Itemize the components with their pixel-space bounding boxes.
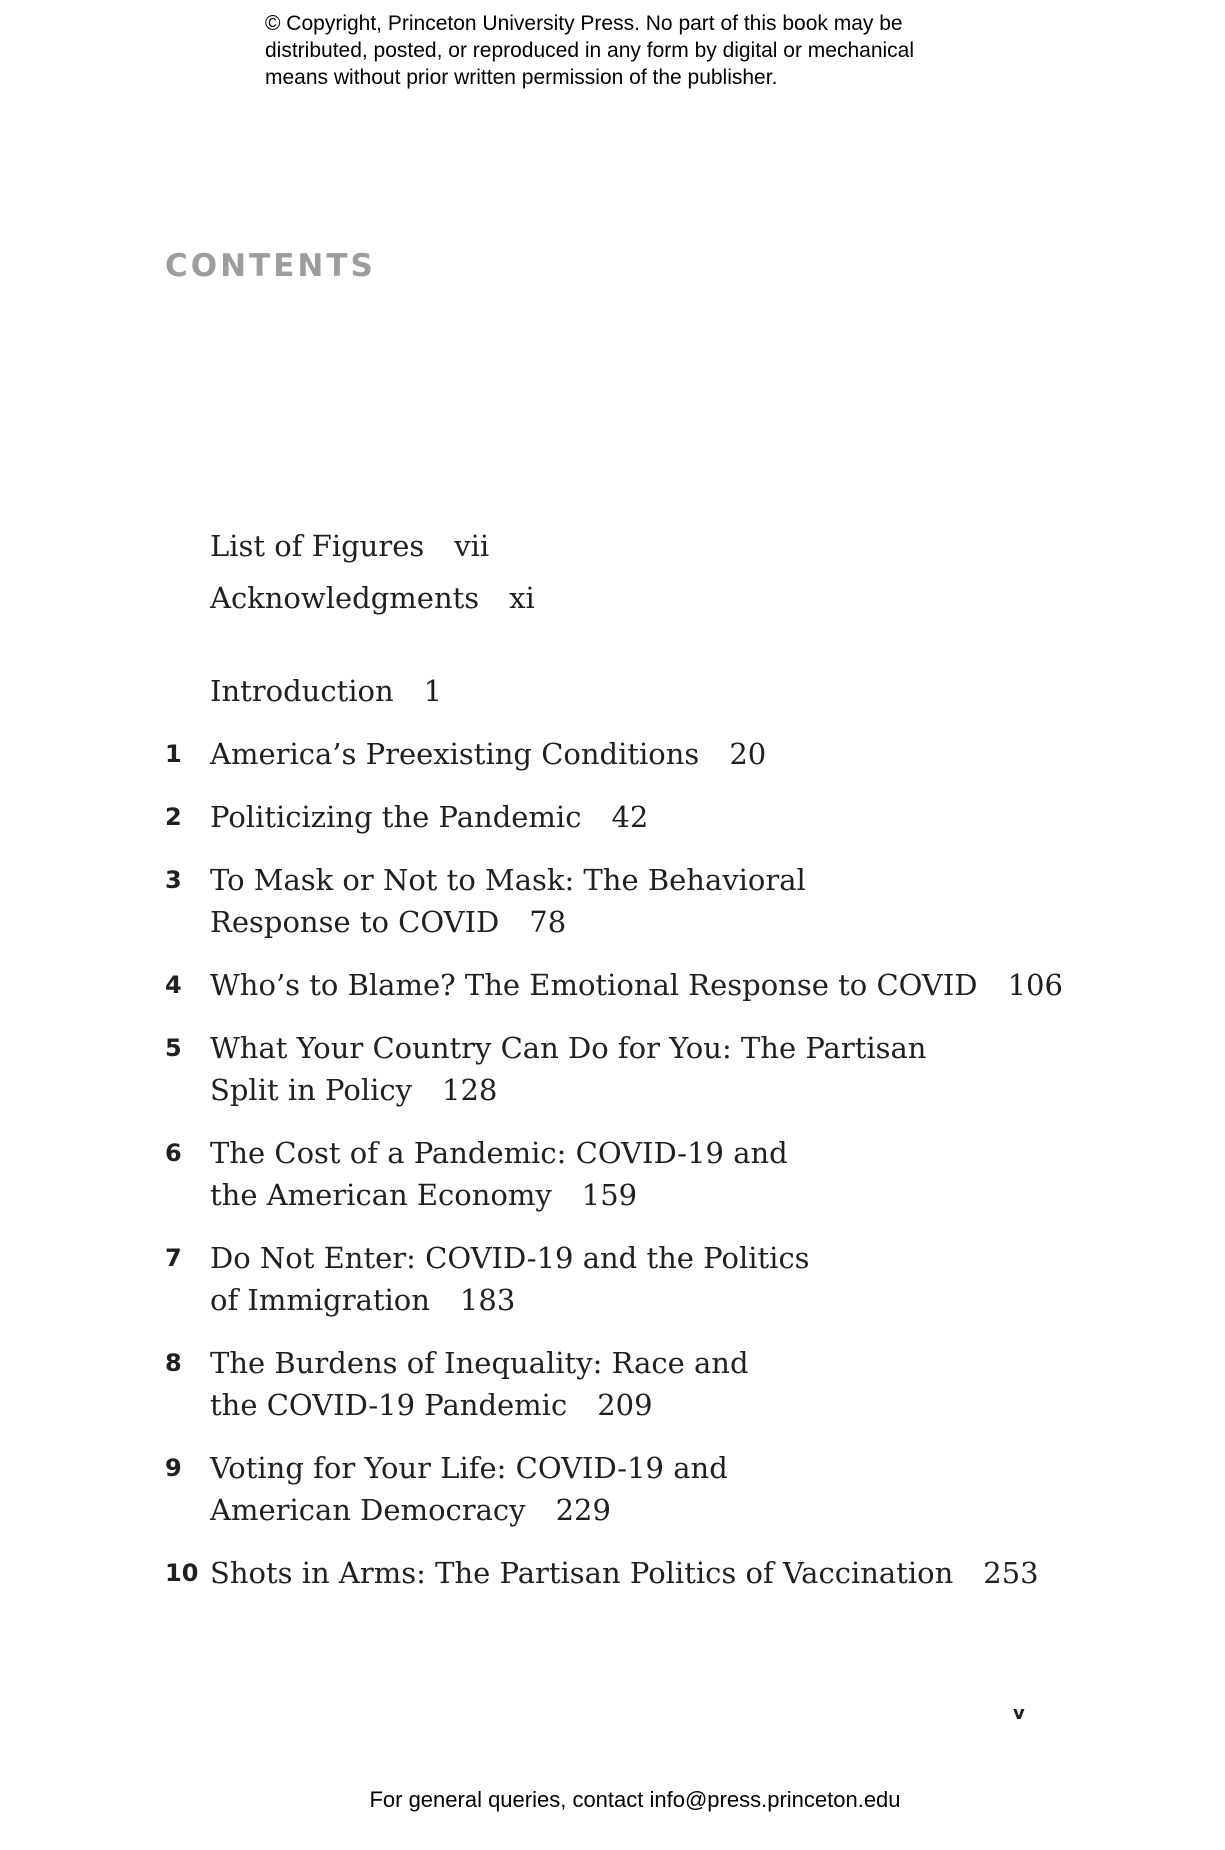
chapter-title-line: the COVID-19 Pandemic — [210, 1388, 568, 1422]
copyright-line: © Copyright, Princeton University Press. No part of this book may be — [265, 12, 903, 35]
chapter-number: 8 — [165, 1349, 182, 1377]
chapter-page: 106 — [1007, 968, 1063, 1002]
toc-entry-title: List of Figures — [210, 529, 425, 563]
chapter-page: 20 — [729, 737, 767, 771]
chapter-number: 10 — [165, 1559, 199, 1587]
toc-entry-page: vii — [454, 529, 490, 563]
chapter-page: 42 — [611, 800, 649, 834]
chapter-title-line: The Cost of a Pandemic: COVID-19 and — [210, 1136, 788, 1170]
chapter-title-line: Response to COVID — [210, 905, 500, 939]
chapter-number: 7 — [165, 1244, 182, 1272]
chapter-number: 4 — [165, 971, 182, 999]
copyright-line: distributed, posted, or reproduced in any form by digital or mechanical — [265, 39, 915, 62]
copyright-line: means without prior written permission of the publisher. — [265, 66, 778, 89]
chapter-title-line: Do Not Enter: COVID-19 and the Politics — [210, 1241, 810, 1275]
chapter-title-line: Shots in Arms: The Partisan Politics of Vaccination — [210, 1556, 954, 1590]
chapter-title-line: Politicizing the Pandemic — [210, 800, 582, 834]
toc-entry-page: xi — [509, 581, 535, 615]
chapter-title-line: of Immigration — [210, 1283, 430, 1317]
toc-entry-title: Introduction — [210, 674, 394, 708]
chapter-number: 5 — [165, 1034, 182, 1062]
chapter-title-line: Voting for Your Life: COVID-19 and — [210, 1451, 728, 1485]
chapter-title-line: America’s Preexisting Conditions — [210, 737, 700, 771]
chapter-title-line: What Your Country Can Do for You: The Partisan — [210, 1031, 927, 1065]
toc-entry-page: 1 — [423, 674, 443, 708]
chapter-title-line: the American Economy — [210, 1178, 552, 1212]
chapter-number: 1 — [165, 740, 182, 768]
chapter-page: 78 — [529, 905, 567, 939]
chapter-number: 6 — [165, 1139, 182, 1167]
chapter-page: 209 — [597, 1388, 653, 1422]
chapter-title-line: Who’s to Blame? The Emotional Response to COVID — [210, 968, 978, 1002]
toc-entry-title: Acknowledgments — [210, 581, 480, 615]
chapter-number: 9 — [165, 1454, 182, 1482]
chapter-page: 159 — [581, 1178, 638, 1212]
footer-contact: For general queries, contact info@press.princeton.edu — [369, 1787, 901, 1812]
page-title: CONTENTS — [165, 248, 376, 284]
page-folio: v — [1013, 1703, 1025, 1724]
chapter-page: 229 — [555, 1493, 611, 1527]
chapter-number: 3 — [165, 866, 182, 894]
chapter-number: 2 — [165, 803, 182, 831]
chapter-page: 183 — [459, 1283, 516, 1317]
chapter-page: 128 — [442, 1073, 498, 1107]
chapter-title-line: The Burdens of Inequality: Race and — [210, 1346, 749, 1380]
chapter-title-line: Split in Policy — [210, 1073, 412, 1107]
chapter-title-line: American Democracy — [210, 1493, 526, 1527]
chapter-title-line: To Mask or Not to Mask: The Behavioral — [210, 863, 806, 897]
chapter-page: 253 — [983, 1556, 1039, 1590]
